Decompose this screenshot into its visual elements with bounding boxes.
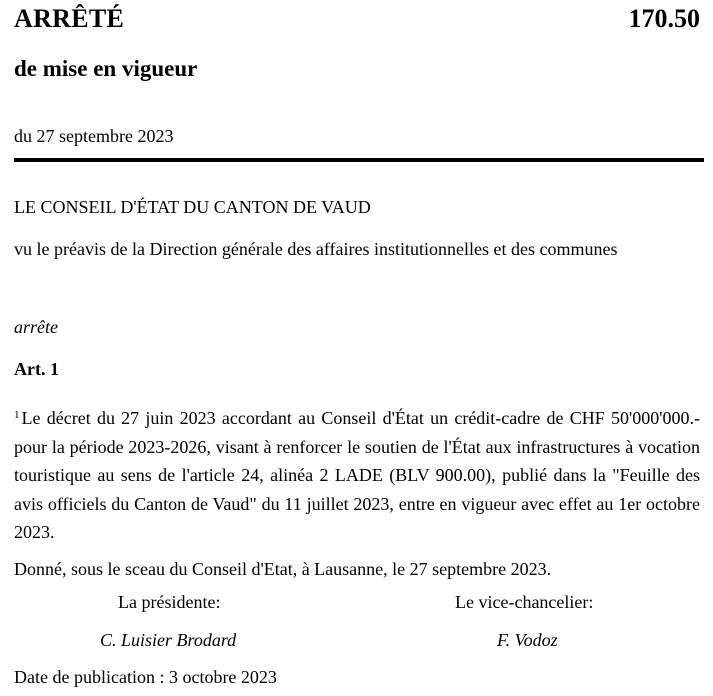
title-row <box>14 4 700 44</box>
header-divider <box>14 158 704 162</box>
article-paragraph <box>14 401 700 547</box>
signatory-role-president: La présidente: <box>118 592 221 612</box>
signatory-name-vice-chancellor: F. Vodoz <box>497 630 558 650</box>
document-date: du 27 septembre 2023 <box>14 126 174 146</box>
document-number: 170.50 <box>628 4 700 33</box>
document-title: ARRÊTÉ <box>14 4 125 33</box>
paragraph-marker: 1 <box>14 409 20 421</box>
signatory-role-vice-chancellor: Le vice-chancelier: <box>455 592 594 612</box>
publication-date: Date de publication : 3 octobre 2023 <box>14 667 277 687</box>
document-subtitle: de mise en vigueur <box>14 56 198 81</box>
given-statement: Donné, sous le sceau du Conseil d'Etat, à Lausanne, le 27 septembre 2023. <box>14 559 552 579</box>
article-heading: Art. 1 <box>14 359 59 379</box>
article-text: Le décret du 27 juin 2023 accordant au Conseil d'État un crédit-cadre de CHF 50'000'000.- pour la période 2023-2026, visant à renforcer le soutien de l'État aux infrastructures à vocation touristique au sens de l'article 24, alinéa 2 LADE (BLV 900.00), publié dans la "Feuille des avis officiels du Canton de Vaud" du 11 juillet 2023, entre en vigueur avec effet au 1er octobre 2023. <box>14 408 700 542</box>
issuing-authority: LE CONSEIL D'ÉTAT DU CANTON DE VAUD <box>14 197 371 217</box>
signatory-name-president: C. Luisier Brodard <box>100 630 237 650</box>
preavis-text: vu le préavis de la Direction générale des affaires institutionnelles et des communes <box>14 239 618 259</box>
arrete-label: arrête <box>14 317 58 337</box>
